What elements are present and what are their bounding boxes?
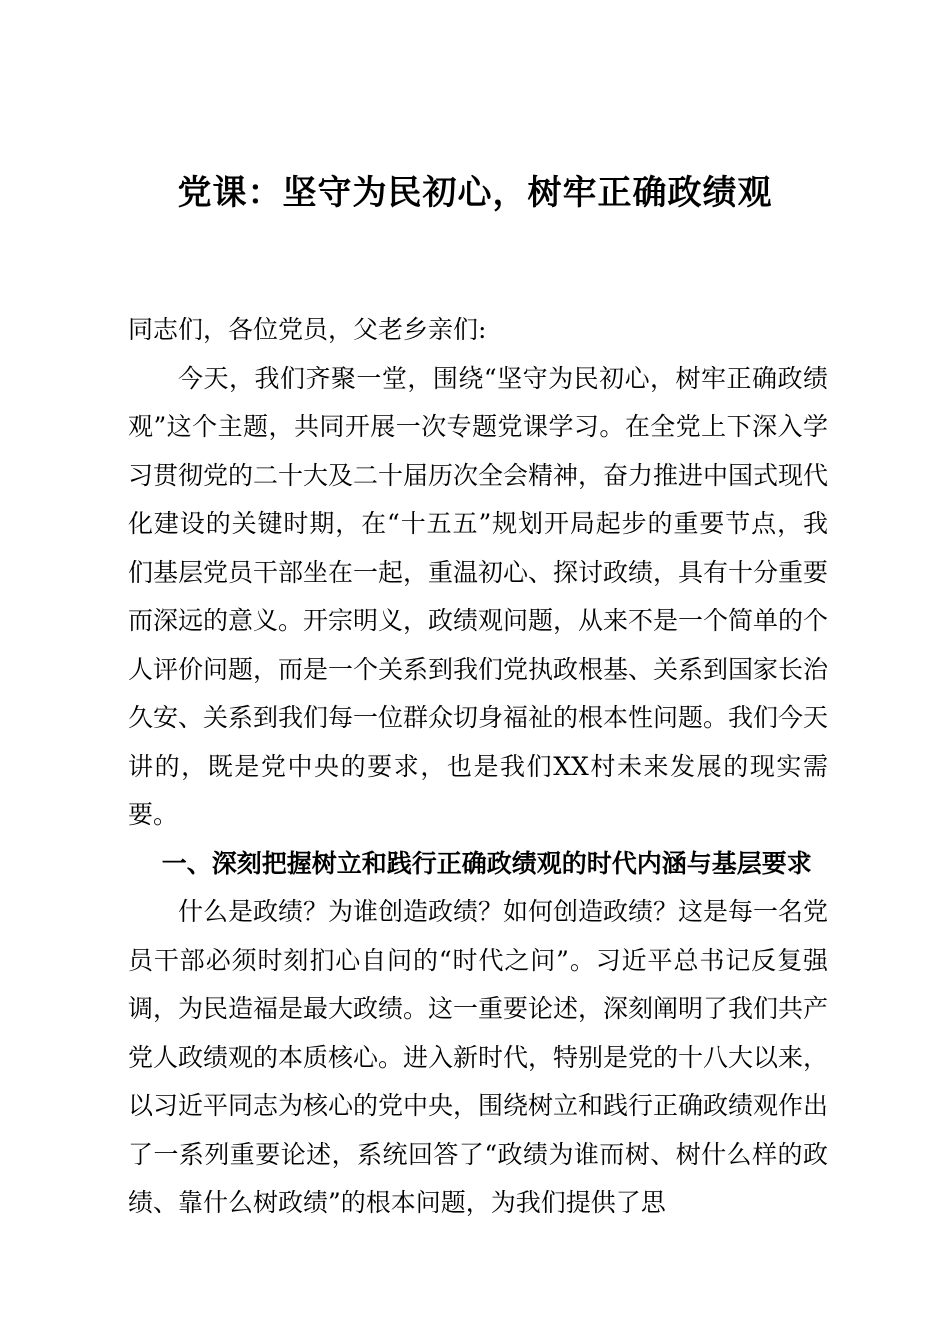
salutation: 同志们，各位党员，父老乡亲们:	[128, 315, 487, 344]
section-heading: 一、深刻把握树立和践行正确政绩观的时代内涵与基层要求	[161, 848, 812, 878]
intro-paragraph: 今天，我们齐聚一堂，围绕“坚守为民初心，树牢正确政绩观”这个主题，共同开展一次专题党课学习。在全党上下深入学习贯彻党的二十大及二十届历次全会精神，奋力推进中国式现代化建设的关键时期，在“十五五”规划开局起步的重要节点，我们基层党员干部坐在一起，重温初心、探讨政绩，具有十分重要而深远的意义。开宗明义，政绩观问题，从来不是一个简单的个人评价问题，而是一个关系到我们党执政根基、关系到国家长治久安、关系到我们每一位群众切身福祉的根本性问题。我们今天讲的，既是党中央的要求，也是我们XX村未来发展的现实需要。	[128, 363, 829, 829]
document-body	[128, 306, 828, 1228]
document-title: 党课：坚守为民初心，树牢正确政绩观	[177, 173, 773, 213]
section-paragraph: 什么是政绩？为谁创造政绩？如何创造政绩？这是每一名党员干部必须时刻扪心自问的“时代之问”。习近平总书记反复强调，为民造福是最大政绩。这一重要论述，深刻阐明了我们共产党人政绩观的本质核心。进入新时代，特别是党的十八大以来，以习近平同志为核心的党中央，围绕树立和践行正确政绩观作出了一系列重要论述，系统回答了“政绩为谁而树、树什么样的政绩、靠什么树政绩”的根本问题，为我们提供了思	[128, 897, 829, 1217]
